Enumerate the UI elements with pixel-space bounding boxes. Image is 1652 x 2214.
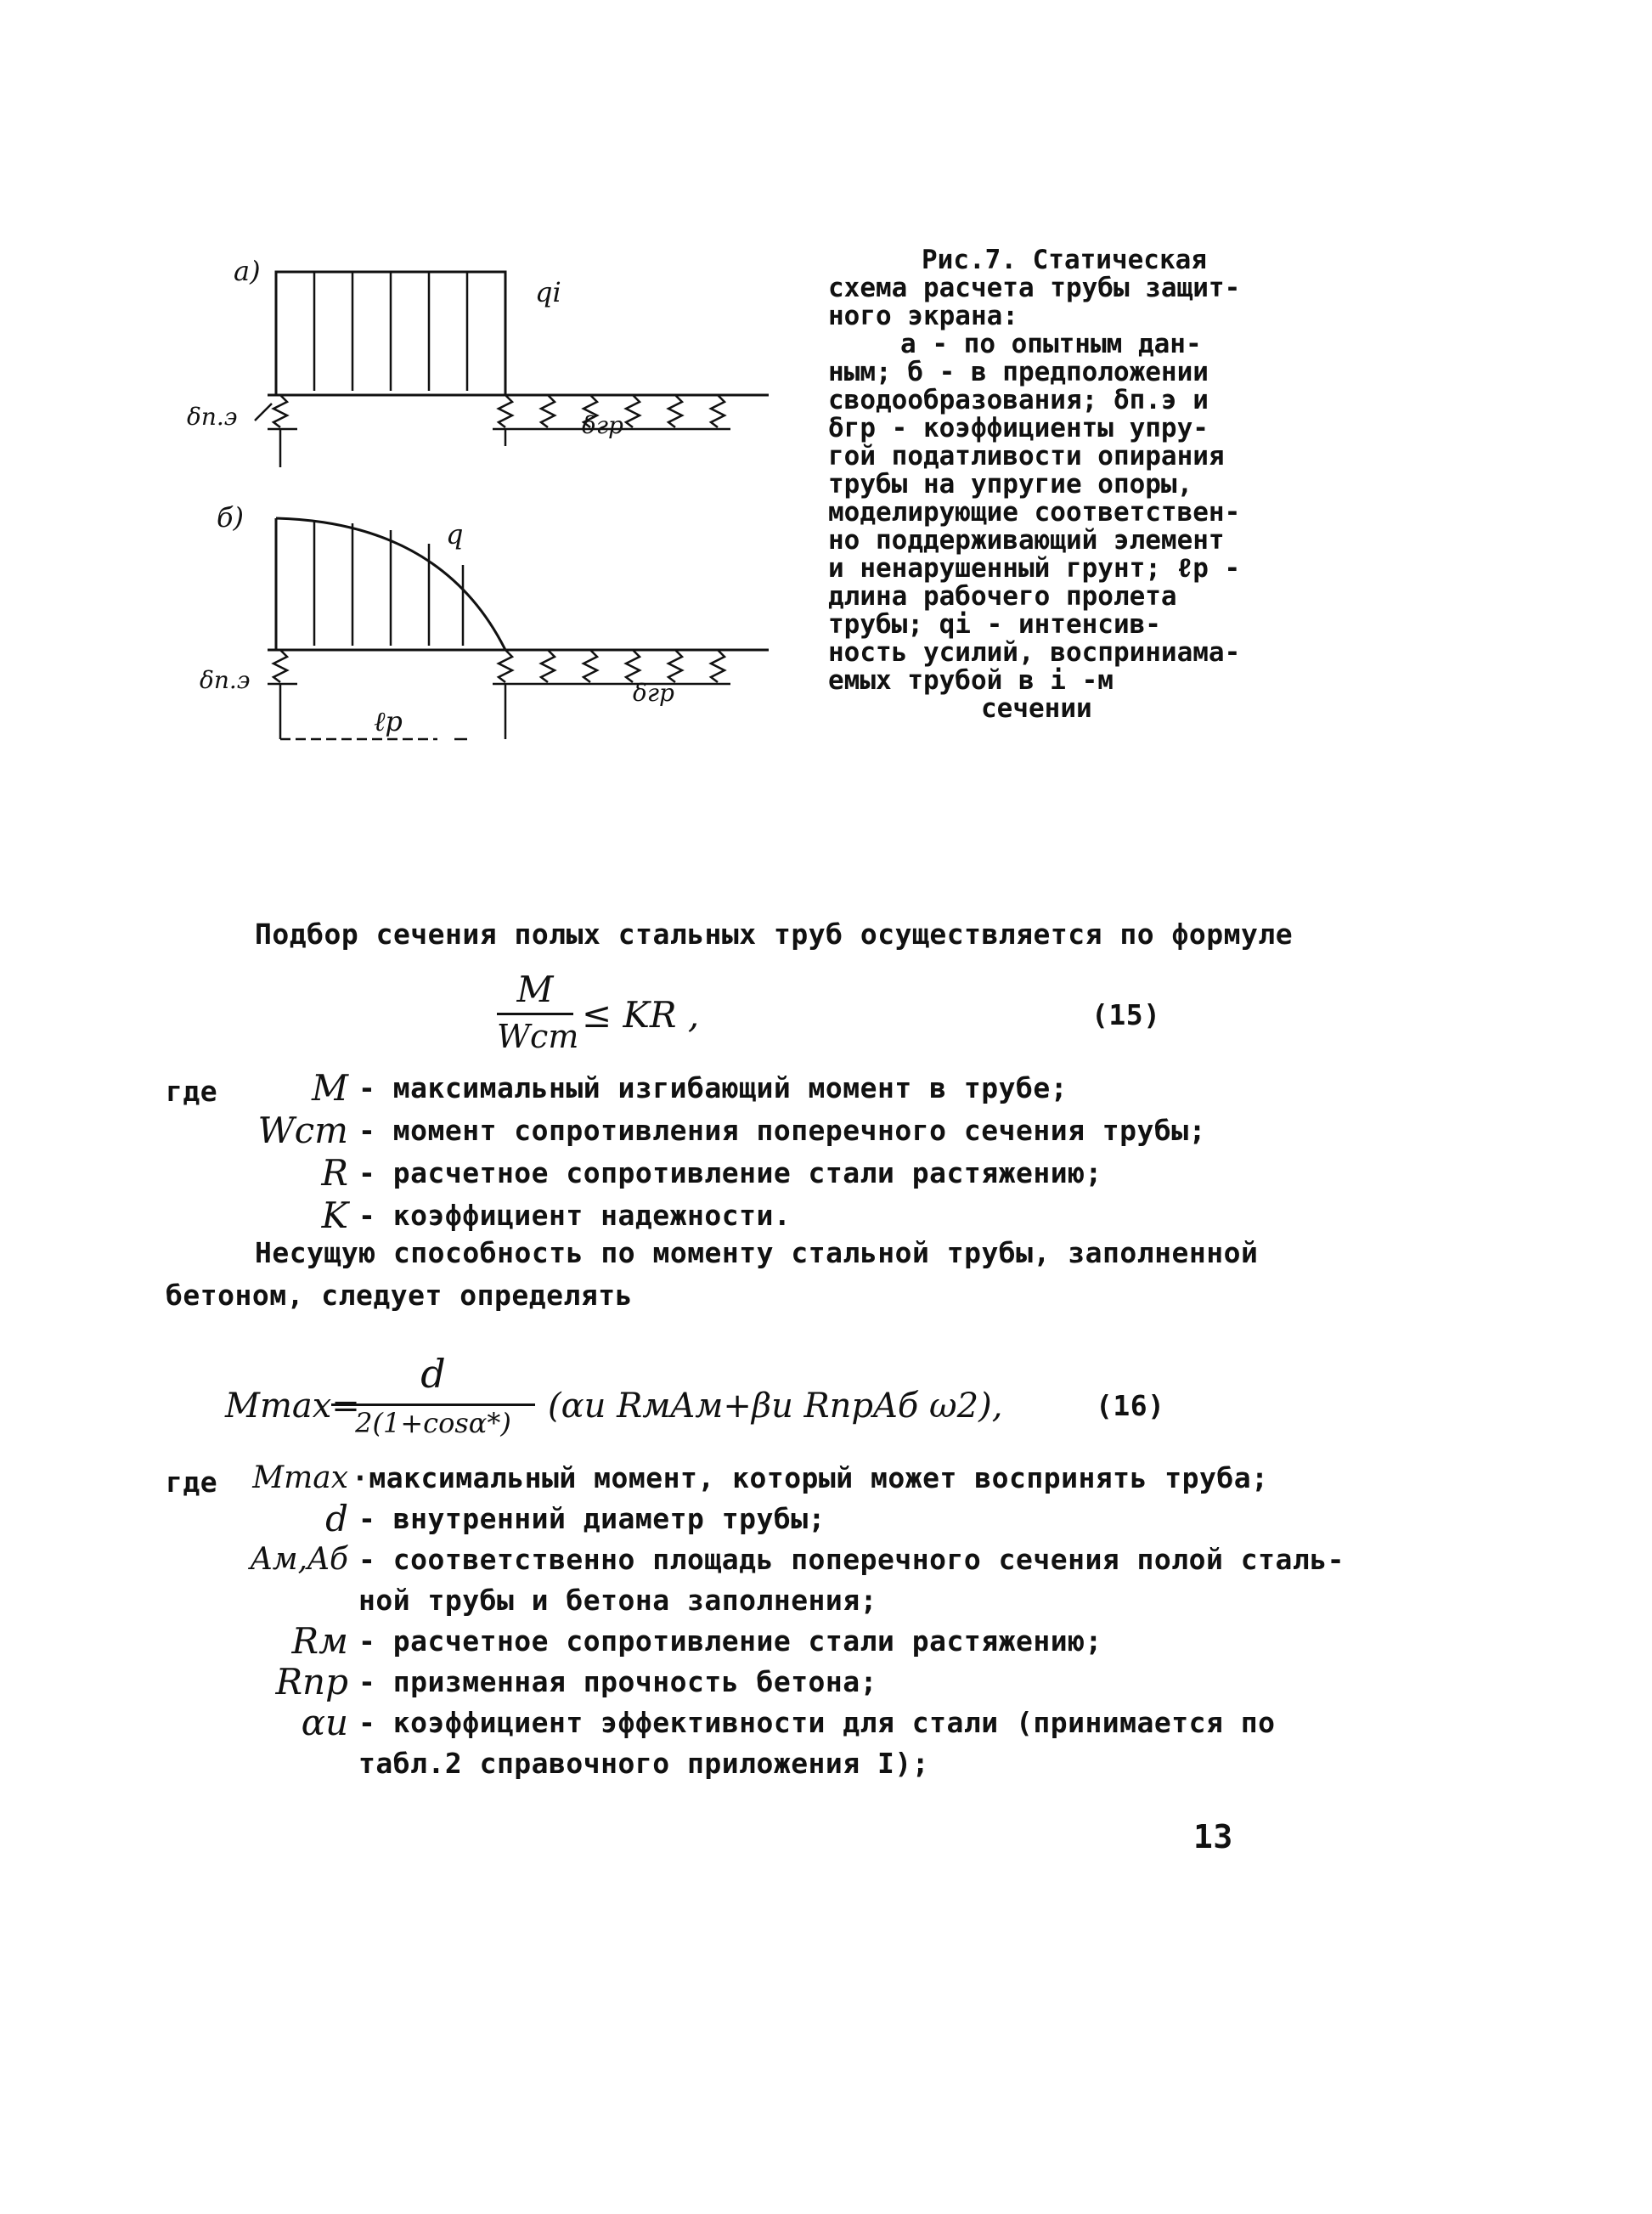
label-delta-gr-a: δгр bbox=[582, 411, 623, 439]
formula-15-rhs: ≤ KR , bbox=[582, 994, 700, 1036]
fraction-bar bbox=[497, 1013, 573, 1015]
caption-line: ным; б - в предположении bbox=[828, 357, 1209, 387]
caption-line: Рис.7. Статическая bbox=[922, 245, 1207, 275]
formula-15 bbox=[497, 969, 1176, 1062]
where-item bbox=[229, 1109, 1206, 1151]
formula-16-lhs: Mmax= bbox=[225, 1387, 360, 1426]
where-item bbox=[229, 1579, 1345, 1620]
where-item bbox=[229, 1742, 1345, 1783]
definition: - расчетное сопротивление стали растяжению; bbox=[358, 1155, 1102, 1189]
definition: - коэффициент эффективности для стали (принимается по bbox=[358, 1705, 1276, 1739]
formula-16-denominator: 2(1+cosα*) bbox=[355, 1407, 511, 1439]
caption-line: трубы на упругие опоры, bbox=[828, 469, 1193, 500]
formula-16-rest: (αu RмAм+βu RпрAб ω2), bbox=[548, 1387, 1003, 1426]
symbol: Mmax bbox=[252, 1460, 348, 1495]
formula-16-number: (16) bbox=[1096, 1389, 1165, 1422]
caption-line: и ненарушенный грунт; ℓр - bbox=[828, 553, 1241, 584]
definition: ной трубы и бетона заполнения; bbox=[358, 1583, 878, 1617]
symbol: K bbox=[321, 1194, 348, 1236]
label-delta-gr-b: δгр bbox=[633, 679, 674, 707]
where-item bbox=[229, 1702, 1345, 1742]
caption-line: а - по опытным дан- bbox=[900, 329, 1202, 359]
caption-line: δгр - коэффициенты упру- bbox=[828, 413, 1209, 443]
formula-15-numerator: M bbox=[516, 969, 554, 1010]
symbol: Wст bbox=[257, 1109, 348, 1151]
label-b: б) bbox=[217, 501, 245, 534]
page-number: 13 bbox=[1193, 1818, 1233, 1855]
where-list-1 bbox=[229, 1066, 1206, 1236]
symbol: M bbox=[311, 1066, 348, 1109]
formula-16 bbox=[225, 1351, 1244, 1453]
caption-line: длина рабочего пролета bbox=[828, 581, 1177, 612]
caption-line: ность усилий, восприниама- bbox=[828, 637, 1241, 668]
definition: - расчетное сопротивление стали растяжению; bbox=[358, 1624, 1102, 1658]
definition: - коэффициент надежности. bbox=[358, 1198, 792, 1232]
caption-line: сводообразования; δп.э и bbox=[828, 385, 1209, 415]
formula-16-numerator: d bbox=[420, 1351, 446, 1397]
formula-15-denominator: Wст bbox=[497, 1018, 579, 1055]
where-label-1: где bbox=[166, 1075, 218, 1108]
definition: табл.2 справочного приложения I); bbox=[358, 1746, 930, 1780]
where-item bbox=[229, 1661, 1345, 1702]
where-item bbox=[229, 1066, 1206, 1109]
fraction-bar bbox=[331, 1404, 535, 1406]
symbol: αu bbox=[301, 1701, 348, 1743]
paragraph-bearing-capacity-line2: бетоном, следует определять bbox=[166, 1279, 633, 1312]
definition: - внутренний диаметр трубы; bbox=[358, 1501, 826, 1535]
symbol: d bbox=[325, 1497, 348, 1539]
where-item bbox=[229, 1151, 1206, 1194]
where-item bbox=[229, 1498, 1345, 1539]
caption-line: но поддерживающий элемент bbox=[828, 525, 1225, 556]
where-item bbox=[229, 1457, 1345, 1498]
label-qi: qi bbox=[535, 276, 561, 308]
definition: - призменная прочность бетона; bbox=[358, 1664, 878, 1698]
symbol: Rм bbox=[291, 1619, 348, 1662]
label-a: a) bbox=[234, 255, 261, 287]
definition: - момент сопротивления поперечного сечения трубы; bbox=[358, 1113, 1207, 1147]
formula-15-number: (15) bbox=[1091, 998, 1161, 1031]
where-label-2: где bbox=[166, 1466, 218, 1499]
definition: ·максимальный момент, который может воспринять труба; bbox=[352, 1460, 1269, 1494]
figure-static-scheme bbox=[161, 238, 798, 782]
label-lr: ℓр bbox=[374, 705, 403, 737]
caption-line: сечении bbox=[981, 693, 1092, 724]
caption-line: моделирующие соответствен- bbox=[828, 497, 1241, 528]
caption-line: гой податливости опирания bbox=[828, 441, 1225, 472]
figure-caption bbox=[828, 246, 1240, 723]
where-list-2 bbox=[229, 1457, 1345, 1783]
symbol: Rпр bbox=[275, 1660, 348, 1703]
paragraph-bearing-capacity-line1: Несущую способность по моменту стальной трубы, заполненной bbox=[255, 1236, 1259, 1269]
where-item bbox=[229, 1539, 1345, 1579]
paragraph-pipe-selection: Подбор сечения полых стальных труб осуществляется по формуле bbox=[255, 918, 1294, 951]
definition: - соответственно площадь поперечного сечения полой сталь- bbox=[358, 1542, 1345, 1576]
symbol: R bbox=[321, 1151, 348, 1194]
label-delta-ne-a: δп.э bbox=[187, 403, 238, 431]
where-item bbox=[229, 1194, 1206, 1236]
caption-line: ного экрана: bbox=[828, 301, 1018, 331]
caption-line: схема расчета трубы защит- bbox=[828, 273, 1241, 303]
definition: - максимальный изгибающий момент в трубе; bbox=[358, 1070, 1068, 1104]
label-q: q bbox=[446, 518, 464, 551]
caption-line: трубы; qi - интенсив- bbox=[828, 609, 1161, 640]
caption-line: емых трубой в i -м bbox=[828, 665, 1114, 696]
label-delta-ne-b: δп.э bbox=[200, 666, 251, 694]
where-item bbox=[229, 1620, 1345, 1661]
symbol: Aм,Aб bbox=[250, 1541, 348, 1577]
